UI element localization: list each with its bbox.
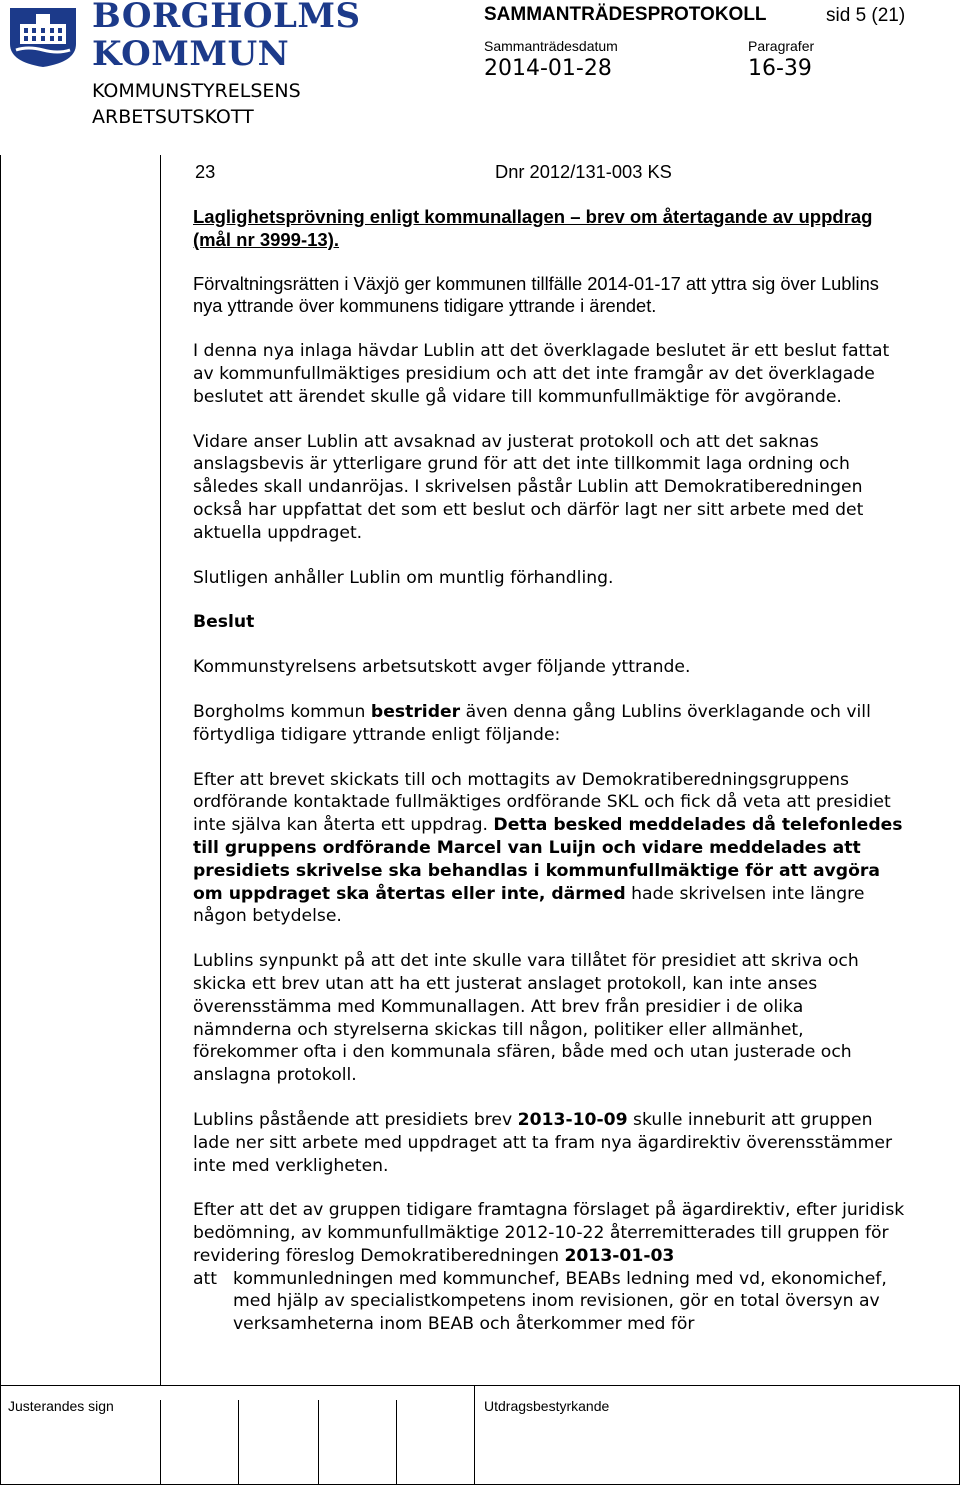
paragraph-7	[193, 769, 905, 929]
paragraph-10-emphasis: 2013-01-03	[564, 1245, 675, 1266]
paragraph-9-emphasis: 2013-10-09	[517, 1109, 628, 1130]
footer-left-rule	[0, 1385, 1, 1485]
footer-top-rule	[0, 1385, 960, 1386]
paragraph-7-emphasis: Detta besked meddelades då telefonledes till gruppens ordförande Marcel van Luijn och vidare meddelades att presidiets skrivelse ska behandlas i kommunfullmäktige för att avgöra om uppdraget ska återtas eller inte, därmed	[193, 815, 903, 904]
paragraph-2: I denna nya inlaga hävdar Lublin att det överklagade beslutet är ett beslut fattat av kommunfullmäktiges presidium och att det inte framgår av det överklagade beslutet att ärendet skulle gå vidare till kommunfullmäktige för avgörande.	[193, 341, 890, 407]
signature-box-rule-4	[396, 1400, 397, 1484]
proposal-item-lead: att	[193, 1268, 218, 1289]
footer-bottom-rule	[0, 1484, 960, 1485]
signature-label: Justerandes sign	[8, 1398, 114, 1414]
protocol-body	[193, 160, 905, 1336]
paragraph-3: Vidare anser Lublin att avsaknad av justerat protokoll och att det saknas anslagsbevis är ytterligare grund för att det inte tillkommit laga ordning och således skall undanröjas. I skrivelsen påstår Lublin att Demokratiberedningen också har uppfattat det som ett beslut och därför lagt ner sitt arbete med det aktuella uppdraget.	[193, 431, 864, 543]
paragraph-6-end: även denna gång Lublins överklagande och vill förtydliga tidigare yttrande enligt följande:	[193, 701, 871, 745]
left-column-rule	[160, 155, 161, 1385]
paragraph-4: Slutligen anhåller Lublin om muntlig förhandling.	[193, 567, 614, 588]
municipal-crest-logo	[8, 6, 78, 68]
decision-heading: Beslut	[193, 612, 255, 633]
paragraph-9-end: skulle inneburit att gruppen lade ner sitt arbete med uppdraget att ta fram nya ägardirektiv överensstämmer inte med verkligheten.	[193, 1109, 893, 1176]
signature-box-rule-3	[318, 1400, 319, 1484]
paragraph-6-emphasis: bestrider	[370, 701, 461, 722]
paragraph-9	[193, 1109, 905, 1177]
paragraph-8: Lublins synpunkt på att det inte skulle vara tillåtet för presidiet att skriva och skicka ett brev utan att ha ett justerat anslaget protokoll, kan inte anses överensstämma med Kommunallagen. Att brev från presidier i de olika nämnderna och styrelserna skickas till någon, politiker eller allmänhet, förekommer ofta i den kommunala sfären, både med och utan justerade och anslagna protokoll.	[193, 951, 859, 1086]
committee-name-line1: KOMMUNSTYRELSENS	[92, 80, 301, 102]
footer-center-rule	[474, 1385, 475, 1485]
paragraph-1: Förvaltningsrätten i Växjö ger kommunen tillfälle 2014-01-17 att yttra sig över Lublins nya yttrande över kommunens tidigare yttrande i ärendet.	[193, 272, 879, 317]
paragraph-7-start: Efter att brevet skickats till och mottagits av Demokratiberedningsgruppens ordförande kontaktade fullmäktiges ordförande SKL och fick då veta att presidiet inte själva kan återta ett uppdrag.	[193, 769, 891, 836]
meeting-date-value: 2014-01-28	[484, 56, 612, 81]
paragraph-6-start: Borgholms kommun	[193, 701, 371, 722]
paragraph-5: Kommunstyrelsens arbetsutskott avger följande yttrande.	[193, 657, 691, 678]
proposal-item-text: kommunledningen med kommunchef, BEABs ledning med vd, ekonomichef, med hjälp av specialistkompetens inom revisionen, gör en total översyn av verksamheterna inom BEAB och återkommer med för	[233, 1268, 887, 1335]
meeting-date-label: Sammanträdesdatum	[484, 38, 618, 54]
document-type: SAMMANTRÄDESPROTOKOLL	[484, 4, 767, 25]
section-header	[193, 161, 905, 185]
left-margin-rule	[0, 155, 1, 1385]
paragraph-10	[193, 1199, 905, 1267]
committee-name-line2: ARBETSUTSKOTT	[92, 106, 254, 128]
section-title: Laglighetsprövning enligt kommunallagen – brev om återtagande av uppdrag (mål nr 3999-13).	[193, 206, 873, 250]
paragraph-6	[193, 701, 905, 747]
proposal-item	[193, 1268, 905, 1336]
case-number: Dnr 2012/131-003 KS	[495, 161, 672, 182]
extract-certification-label: Utdragsbestyrkande	[484, 1398, 610, 1414]
page-number: sid 5 (21)	[826, 5, 906, 26]
signature-box-rule-1	[160, 1400, 161, 1484]
paragraph-7-end: hade skrivelsen inte längre någon betydelse.	[193, 883, 865, 927]
section-number: 23	[195, 161, 216, 182]
paragraph-9-start: Lublins påstående att presidiets brev	[193, 1109, 518, 1130]
signature-box-rule-2	[238, 1400, 239, 1484]
paragraphs-label: Paragrafer	[748, 38, 815, 54]
paragraph-10-start: Efter att det av gruppen tidigare framtagna förslaget på ägardirektiv, efter juridisk bedömning, av kommunfullmäktige 2012-10-22 återremitterades till gruppen för revidering föreslog Demokratiberedningen	[193, 1200, 905, 1266]
org-name-line2: KOMMUN	[92, 34, 290, 74]
org-name-line1: BORGHOLMS	[92, 0, 361, 36]
paragraphs-value: 16-39	[748, 56, 812, 81]
